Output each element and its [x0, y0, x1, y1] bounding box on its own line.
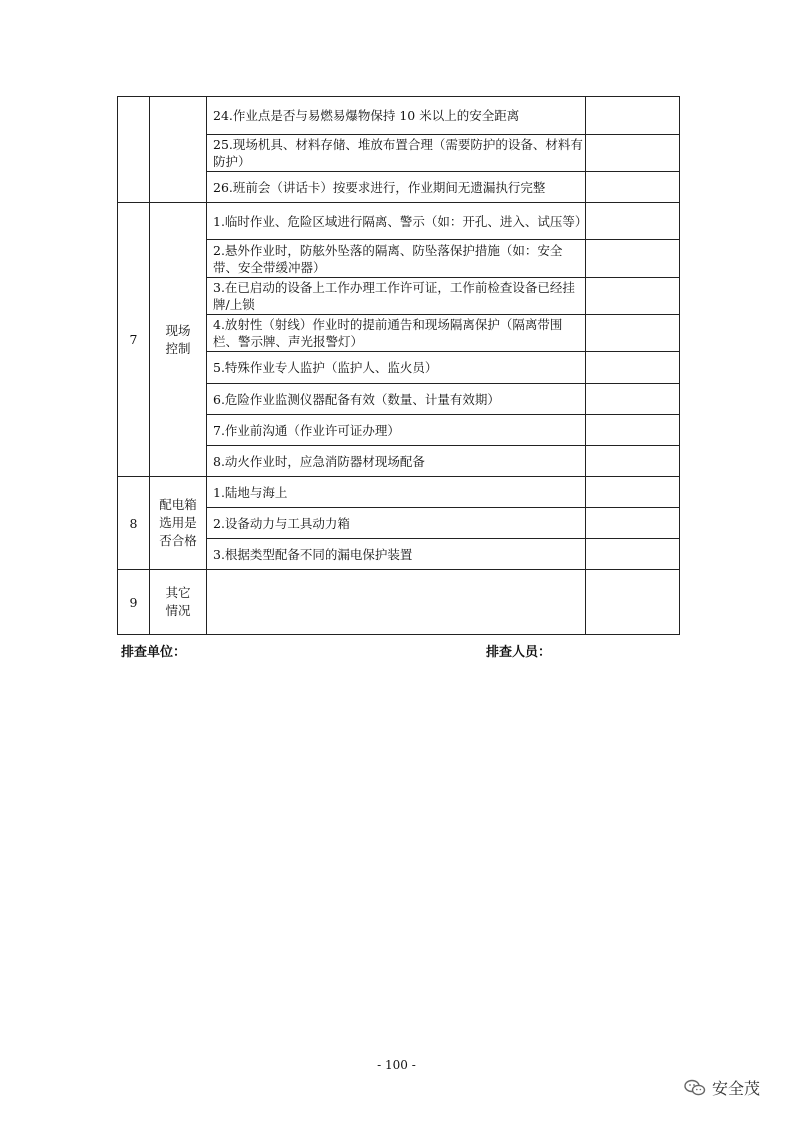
result-cell[interactable]	[586, 477, 680, 508]
check-item: 2.悬外作业时，防舷外坠落的隔离、防坠落保护措施（如：安全带、安全带缓冲器）	[207, 240, 586, 278]
check-item: 1.临时作业、危险区域进行隔离、警示（如：开孔、进入、试压等）	[207, 203, 586, 240]
category-cell	[150, 97, 207, 203]
category-cell: 其它情况	[150, 570, 207, 635]
result-cell[interactable]	[586, 240, 680, 278]
result-cell[interactable]	[586, 315, 680, 352]
table-row	[118, 570, 680, 635]
check-item: 26.班前会（讲话卡）按要求进行，作业期间无遗漏执行完整	[207, 172, 586, 203]
check-item: 24.作业点是否与易燃易爆物保持 10 米以上的安全距离	[207, 97, 586, 135]
row-number-cell: 7	[118, 203, 150, 477]
page-number: - 100 -	[377, 1058, 416, 1072]
table-row	[118, 203, 680, 240]
check-item: 3.根据类型配备不同的漏电保护装置	[207, 539, 586, 570]
row-number-cell: 8	[118, 477, 150, 570]
result-cell[interactable]	[586, 172, 680, 203]
result-cell[interactable]	[586, 135, 680, 172]
table-row	[118, 477, 680, 508]
inspection-unit-label: 排查单位：	[121, 645, 187, 660]
check-item: 8.动火作业时，应急消防器材现场配备	[207, 446, 586, 477]
result-cell[interactable]	[586, 415, 680, 446]
check-item[interactable]	[207, 570, 586, 635]
result-cell[interactable]	[586, 203, 680, 240]
watermark-text: 安全茂	[712, 1079, 761, 1098]
check-item: 3.在已启动的设备上工作办理工作许可证，工作前检查设备已经挂牌/上锁	[207, 278, 586, 315]
row-number-cell	[118, 97, 150, 203]
check-item: 7.作业前沟通（作业许可证办理）	[207, 415, 586, 446]
table-row	[118, 97, 680, 135]
check-item: 2.设备动力与工具动力箱	[207, 508, 586, 539]
check-item: 4.放射性（射线）作业时的提前通告和现场隔离保护（隔离带围栏、警示牌、声光报警灯）	[207, 315, 586, 352]
result-cell[interactable]	[586, 446, 680, 477]
result-cell[interactable]	[586, 508, 680, 539]
wechat-icon	[684, 1079, 706, 1097]
check-item: 25.现场机具、材料存储、堆放布置合理（需要防护的设备、材料有防护）	[207, 135, 586, 172]
result-cell[interactable]	[586, 384, 680, 415]
result-cell[interactable]	[586, 97, 680, 135]
watermark	[684, 1076, 760, 1099]
row-number-cell: 9	[118, 570, 150, 635]
category-cell: 现场控制	[150, 203, 207, 477]
check-item: 1.陆地与海上	[207, 477, 586, 508]
result-cell[interactable]	[586, 539, 680, 570]
result-cell[interactable]	[586, 278, 680, 315]
check-item: 6.危险作业监测仪器配备有效（数量、计量有效期）	[207, 384, 586, 415]
check-item: 5.特殊作业专人监护（监护人、监火员）	[207, 352, 586, 384]
result-cell[interactable]	[586, 352, 680, 384]
inspection-table	[117, 96, 680, 635]
result-cell[interactable]	[586, 570, 680, 635]
category-cell: 配电箱选用是否合格	[150, 477, 207, 570]
inspector-label: 排查人员：	[486, 645, 552, 660]
